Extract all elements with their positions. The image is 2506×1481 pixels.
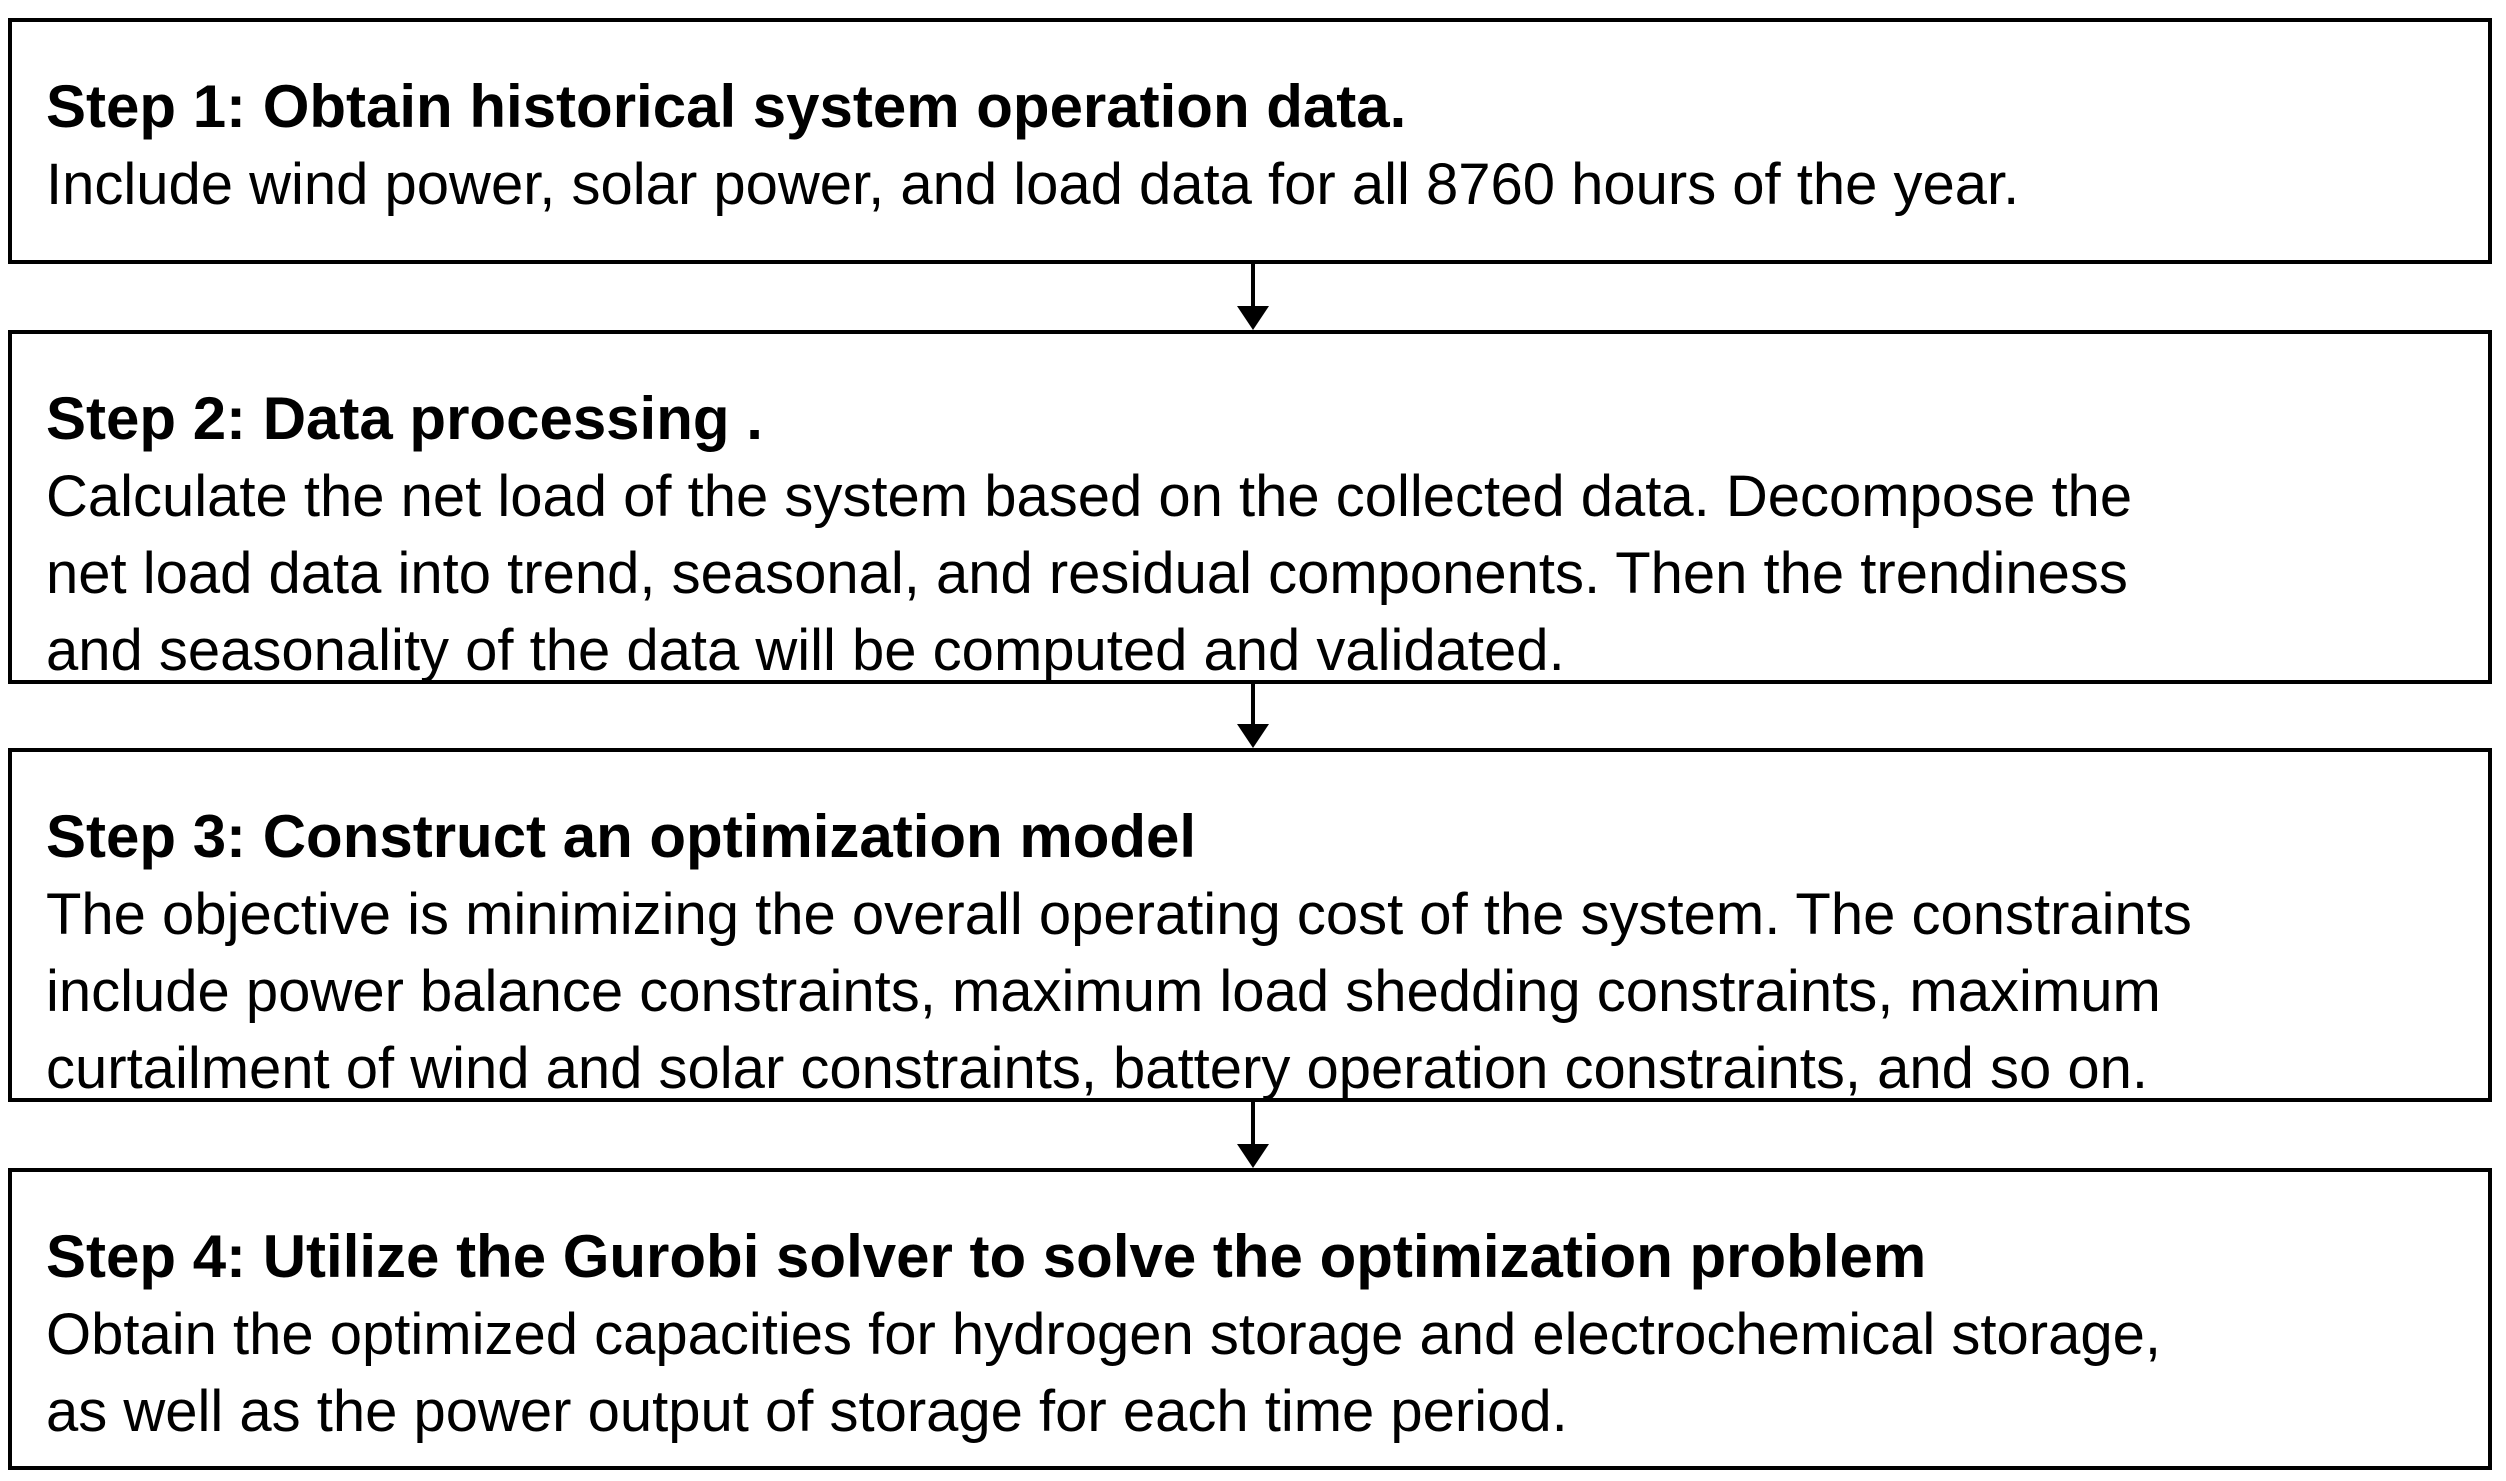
step-4-description: Obtain the optimized capacities for hydrogen storage and electrochemical storage, as well as the power output of storage for each time period. <box>46 1302 2161 1444</box>
arrow-head <box>1237 1144 1269 1168</box>
step-1-title: Step 1: Obtain historical system operation data. <box>46 73 1407 140</box>
step-2-description: Calculate the net load of the system based on the collected data. Decompose the net load data into trend, seasonal, and residual components. Then the trendiness and seasonality of the data will be computed and validated. <box>46 464 2133 683</box>
step-1-box <box>8 18 2492 264</box>
arrow-down-icon <box>1244 264 1262 330</box>
step-2-title: Step 2: Data processing . <box>46 385 763 452</box>
arrow-shaft <box>1251 684 1255 726</box>
step-3-description: The objective is minimizing the overall operating cost of the system. The constraints include power balance constraints, maximum load shedding constraints, maximum curtailment of wind and solar constraints, battery operation constraints, and so on. <box>46 882 2192 1101</box>
arrow-shaft <box>1251 1102 1255 1146</box>
step-4-box <box>8 1168 2492 1470</box>
step-2-box <box>8 330 2492 684</box>
step-3-title: Step 3: Construct an optimization model <box>46 803 1197 870</box>
step-1-description: Include wind power, solar power, and load data for all 8760 hours of the year. <box>46 152 2020 217</box>
step-4-title: Step 4: Utilize the Gurobi solver to solve the optimization problem <box>46 1223 1927 1290</box>
arrow-head <box>1237 724 1269 748</box>
arrow-down-icon <box>1244 684 1262 748</box>
arrow-head <box>1237 306 1269 330</box>
arrow-down-icon <box>1244 1102 1262 1168</box>
step-3-box <box>8 748 2492 1102</box>
arrow-shaft <box>1251 264 1255 308</box>
